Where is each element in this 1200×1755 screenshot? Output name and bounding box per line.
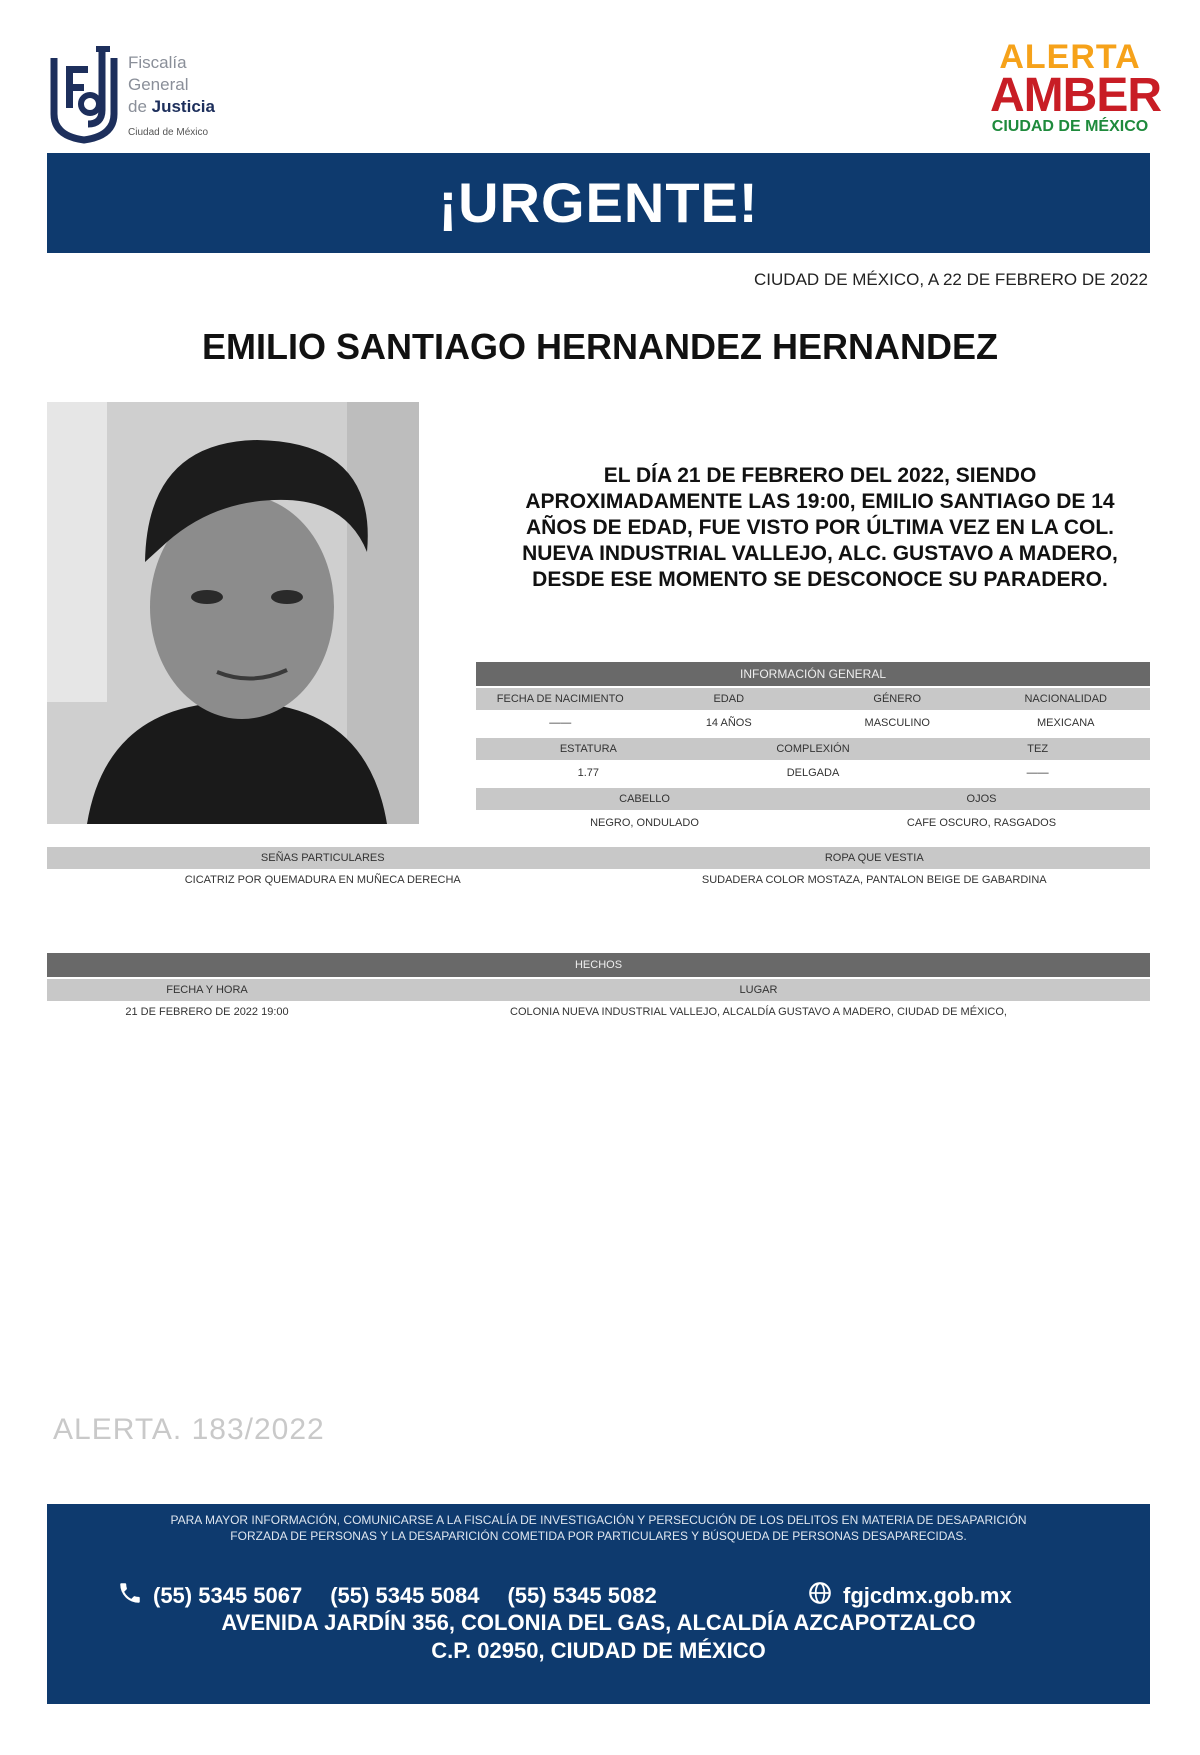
value-gender: MASCULINO [864,717,930,729]
alerta-amber-logo [990,38,1161,150]
value-place: COLONIA NUEVA INDUSTRIAL VALLEJO, ALCALDÍA GUSTAVO A MADERO, CIUDAD DE MÉXICO, [510,1006,1007,1018]
phone-icon [117,1580,143,1612]
value-age: 14 AÑOS [705,717,752,729]
value-clothing: SUDADERA COLOR MOSTAZA, PANTALON BEIGE DE GABARDINA [701,874,1047,886]
fgj-logo-text [128,52,215,144]
phone-number[interactable]: (55) 5345 5067 [153,1583,303,1608]
label-clothing: ROPA QUE VESTIA [824,852,924,864]
fgj-line1: Fiscalía [128,53,187,72]
label-datetime: FECHA Y HORA [166,984,248,996]
value-height: 1.77 [577,767,600,779]
fgj-line3-prefix: de [128,97,152,116]
label-place: LUGAR [739,984,778,996]
story-line: DESDE ESE MOMENTO SE DESCONOCE SU PARADERO. [532,568,1108,591]
label-marks: SEÑAS PARTICULARES [260,852,385,864]
label-height: ESTATURA [559,743,617,755]
amber-line1: ALERTA [999,38,1141,76]
phone-numbers [117,1580,685,1612]
info-row1-values [476,710,1150,736]
website-block [807,1580,1012,1612]
person-name: EMILIO SANTIAGO HERNANDEZ HERNANDEZ [201,326,998,367]
general-info-table [476,662,1150,836]
label-hair: CABELLO [619,793,670,805]
hechos-title: HECHOS [47,953,1150,977]
fgj-line3 [128,96,215,118]
alert-number: ALERTA. 183/2022 [53,1413,325,1446]
hechos-values [47,1001,1150,1023]
address-line1: AVENIDA JARDÍN 356, COLONIA DEL GAS, ALCALDÍA AZCAPOTZALCO [221,1610,976,1635]
senas-values [47,869,1150,891]
distinguishing-marks-table [47,847,1150,891]
amber-line3: CIUDAD DE MÉXICO [991,118,1149,135]
story-line: EL DÍA 21 DE FEBRERO DEL 2022, SIENDO [603,464,1037,487]
story-line: AÑOS DE EDAD, FUE VISTO POR ÚLTIMA VEZ EN LA COL. [525,516,1115,539]
urgent-banner: ¡URGENTE! [47,153,1150,253]
story-line: NUEVA INDUSTRIAL VALLEJO, ALC. GUSTAVO A MADERO, [522,542,1118,565]
fgj-small: Ciudad de México [128,127,209,138]
date-line: CIUDAD DE MÉXICO, A 22 DE FEBRERO DE 2022 [754,270,1148,289]
footer-note-line1: PARA MAYOR INFORMACIÓN, COMUNICARSE A LA FISCALÍA DE INVESTIGACIÓN Y PERSECUCIÓN DE LOS DELITOS EN MATERIA DE DESAPARICIÓN [170,1513,1027,1527]
value-complexion: —— [1026,767,1049,779]
value-build: DELGADA [786,767,840,779]
label-build: COMPLEXIÓN [776,743,850,755]
phone-number[interactable]: (55) 5345 5084 [330,1583,480,1608]
missing-person-photo [47,402,419,824]
label-age: EDAD [713,693,745,705]
label-nationality: NACIONALIDAD [1024,693,1108,705]
story-line: APROXIMADAMENTE LAS 19:00, EMILIO SANTIAGO DE 14 [525,490,1115,513]
globe-icon [807,1580,833,1612]
info-row2-labels [476,738,1150,760]
address-line2: C.P. 02950, CIUDAD DE MÉXICO [431,1638,766,1663]
info-row3-values [476,810,1150,836]
fgj-line3-bold: Justicia [151,97,215,116]
facts-table [47,953,1150,1023]
info-title: INFORMACIÓN GENERAL [476,662,1150,686]
fgj-line2: General [128,75,189,94]
phone-number[interactable]: (55) 5345 5082 [507,1583,657,1608]
hechos-labels [47,979,1150,1001]
footer-note-line2: FORZADA DE PERSONAS Y LA DESAPARICIÓN COMETIDA POR PARTICULARES Y BÚSQUEDA DE PERSONAS DESAPARECIDAS. [230,1529,967,1543]
value-hair: NEGRO, ONDULADO [590,817,699,829]
description-paragraph [480,463,1160,593]
label-birthdate: FECHA DE NACIMIENTO [496,693,624,705]
website-link[interactable]: fgjcdmx.gob.mx [843,1583,1012,1608]
value-datetime: 21 DE FEBRERO DE 2022 19:00 [125,1006,289,1018]
value-birthdate: —— [549,717,572,729]
senas-labels [47,847,1150,869]
amber-line2: AMBER [990,69,1161,122]
contact-footer [47,1504,1150,1704]
value-marks: CICATRIZ POR QUEMADURA EN MUÑECA DERECHA [184,874,461,886]
value-eyes: CAFE OSCURO, RASGADOS [906,817,1057,829]
label-gender: GÉNERO [873,693,922,705]
info-row2-values [476,760,1150,786]
info-row1-labels [476,688,1150,710]
info-row3-labels [476,788,1150,810]
value-nationality: MEXICANA [1037,717,1095,729]
portrait-image-icon [47,402,419,824]
label-complexion: TEZ [1027,743,1049,755]
fgj-logo-icon [46,44,122,144]
footer-note [77,1512,1120,1544]
label-eyes: OJOS [966,793,997,805]
